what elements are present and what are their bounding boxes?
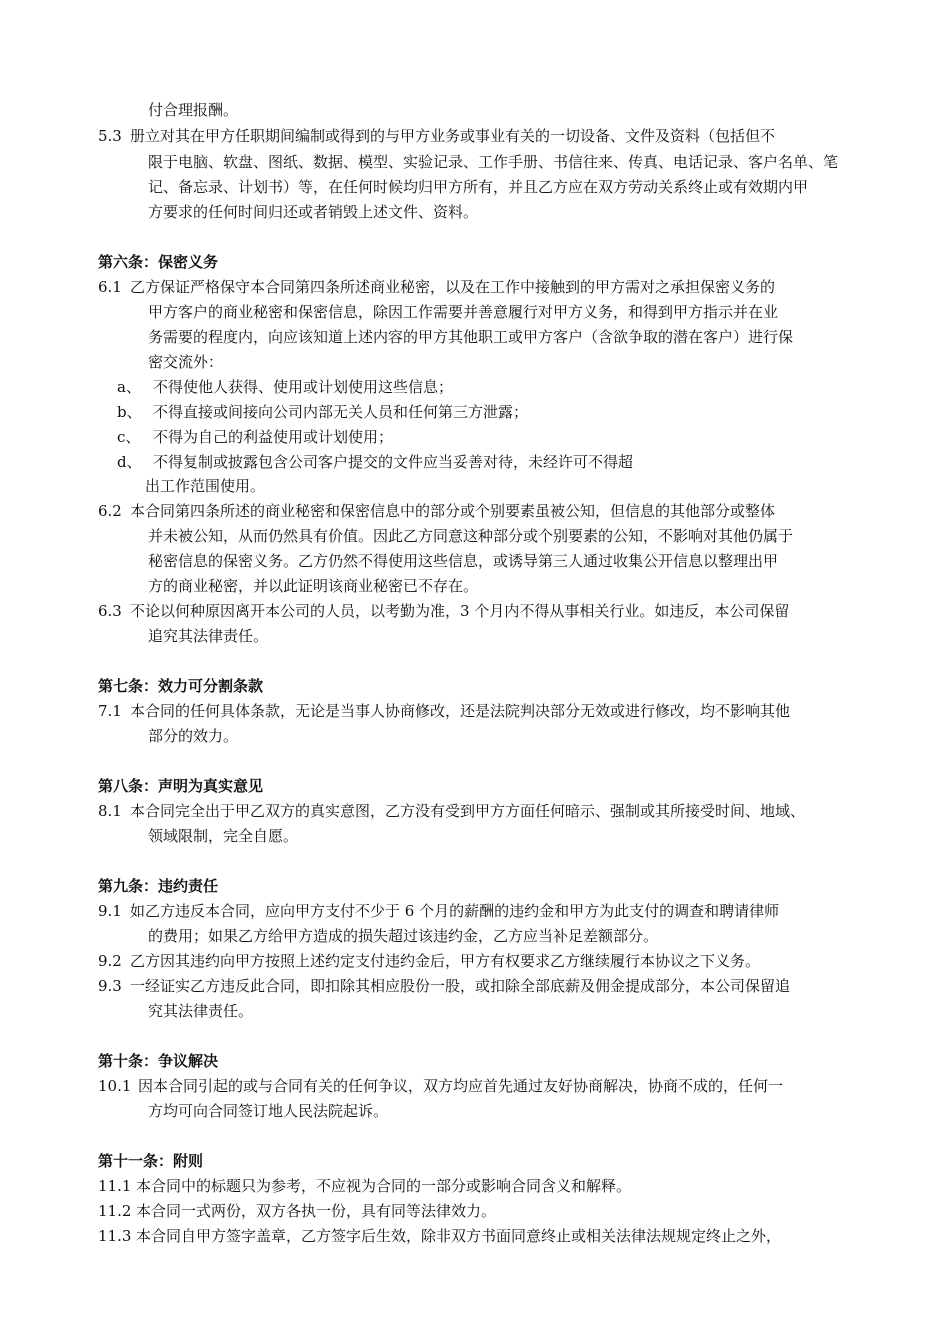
clause-number: 9.3 bbox=[98, 977, 122, 995]
clause-6-3 bbox=[98, 601, 789, 621]
section-10-heading: 第十条：争议解决 bbox=[98, 1052, 219, 1070]
clause-number: 11.1 bbox=[98, 1177, 132, 1195]
sub-item-b bbox=[117, 402, 528, 422]
sub-item-c bbox=[117, 427, 393, 447]
clause-number: 10.1 bbox=[98, 1077, 132, 1095]
clause-7-1 bbox=[98, 701, 790, 721]
clause-text: 乙方因其违约向甲方按照上述约定支付违约金后，甲方有权要求乙方继续履行本协议之下义务。 bbox=[130, 952, 761, 970]
clause-6-1-line-2: 甲方客户的商业秘密和保密信息，除因工作需要并善意履行对甲方义务，和得到甲方指示并在业 bbox=[148, 303, 779, 321]
clause-text: 一经证实乙方违反此合同，即扣除其相应股份一股，或扣除全部底薪及佣金提成部分，本公司保留追 bbox=[130, 977, 791, 995]
section-9-heading: 第九条：违约责任 bbox=[98, 877, 219, 895]
clause-text: 如乙方违反本合同，应向甲方支付不少于 6 个月的薪酬的违约金和甲方为此支付的调查和聘请律师 bbox=[130, 902, 780, 920]
sub-item-text: 不得直接或间接向公司内部无关人员和任何第三方泄露； bbox=[153, 403, 529, 421]
clause-text: 本合同中的标题只为参考，不应视为合同的一部分或影响合同含义和解释。 bbox=[136, 1177, 632, 1195]
sub-item-label: b、 bbox=[117, 403, 142, 421]
section-11-heading: 第十一条：附则 bbox=[98, 1152, 204, 1170]
clause-6-2-line-4: 方的商业秘密，并以此证明该商业秘密已不存在。 bbox=[148, 577, 479, 595]
clause-6-1 bbox=[98, 277, 775, 297]
clause-9-2 bbox=[98, 951, 760, 971]
clause-text: 乙方保证严格保守本合同第四条所述商业秘密，以及在工作中接触到的甲方需对之承担保密义务的 bbox=[130, 278, 776, 296]
clause-9-1-line-2: 的费用；如果乙方给甲方造成的损失超过该违约金，乙方应当补足差额部分。 bbox=[148, 927, 659, 945]
clause-text: 册立对其在甲方任职期间编制或得到的与甲方业务或事业有关的一切设备、文件及资料（包括但不 bbox=[130, 127, 776, 145]
clause-10-1-line-2: 方均可向合同签订地人民法院起诉。 bbox=[148, 1102, 389, 1120]
clause-6-2 bbox=[98, 501, 775, 521]
clause-8-1-line-2: 领域限制，完全自愿。 bbox=[148, 827, 299, 845]
clause-number: 9.2 bbox=[98, 952, 122, 970]
clause-text: 本合同一式两份，双方各执一份，具有同等法律效力。 bbox=[136, 1202, 497, 1220]
clause-5-3 bbox=[98, 126, 775, 146]
sub-item-label: a、 bbox=[117, 378, 141, 396]
clause-number: 8.1 bbox=[98, 802, 122, 820]
clause-text: 本合同第四条所述的商业秘密和保密信息中的部分或个别要素虽被公知，但信息的其他部分或整体 bbox=[130, 502, 776, 520]
clause-5-2-continuation: 付合理报酬。 bbox=[148, 101, 239, 119]
clause-text: 本合同的任何具体条款，无论是当事人协商修改，还是法院判决部分无效或进行修改，均不影响其他 bbox=[130, 702, 791, 720]
clause-9-3-line-2: 究其法律责任。 bbox=[148, 1002, 254, 1020]
clause-5-3-line-2: 限于电脑、软盘、图纸、数据、模型、实验记录、工作手册、书信往来、传真、电话记录、客户名单、笔 bbox=[148, 153, 839, 171]
sub-item-text: 不得使他人获得、使用或计划使用这些信息； bbox=[153, 378, 454, 396]
sub-item-label: c、 bbox=[117, 428, 141, 446]
sub-item-d bbox=[117, 452, 633, 472]
sub-item-d-continuation: 出工作范围使用。 bbox=[145, 477, 266, 495]
clause-9-1 bbox=[98, 901, 779, 921]
clause-9-3 bbox=[98, 976, 790, 996]
clause-number: 6.3 bbox=[98, 602, 122, 620]
clause-text: 不论以何种原因离开本公司的人员，以考勤为准，3 个月内不得从事相关行业。如违反，本公司保留 bbox=[130, 602, 790, 620]
clause-text: 本合同完全出于甲乙双方的真实意图，乙方没有受到甲方方面任何暗示、强制或其所接受时间、地域、 bbox=[130, 802, 806, 820]
clause-11-1 bbox=[98, 1176, 631, 1196]
clause-5-3-line-4: 方要求的任何时间归还或者销毁上述文件、资料。 bbox=[148, 203, 479, 221]
sub-item-label: d、 bbox=[117, 453, 142, 471]
clause-number: 11.3 bbox=[98, 1227, 132, 1245]
clause-number: 6.2 bbox=[98, 502, 122, 520]
clause-11-2 bbox=[98, 1201, 496, 1221]
clause-number: 6.1 bbox=[98, 278, 122, 296]
clause-text: 本合同自甲方签字盖章，乙方签字后生效，除非双方书面同意终止或相关法律法规规定终止之外， bbox=[136, 1227, 782, 1245]
clause-number: 7.1 bbox=[98, 702, 122, 720]
clause-6-2-line-3: 秘密信息的保密义务。乙方仍然不得使用这些信息，或诱导第三人通过收集公开信息以整理出甲 bbox=[148, 552, 779, 570]
clause-10-1 bbox=[98, 1076, 783, 1096]
section-8-heading: 第八条：声明为真实意见 bbox=[98, 777, 264, 795]
clause-6-1-line-4: 密交流外： bbox=[148, 353, 224, 371]
sub-item-a bbox=[117, 377, 453, 397]
clause-6-3-line-2: 追究其法律责任。 bbox=[148, 627, 269, 645]
clause-text: 因本合同引起的或与合同有关的任何争议，双方均应首先通过友好协商解决，协商不成的，任何一 bbox=[138, 1077, 784, 1095]
clause-11-3 bbox=[98, 1226, 781, 1246]
clause-8-1 bbox=[98, 801, 805, 821]
clause-number: 11.2 bbox=[98, 1202, 132, 1220]
sub-item-text: 不得复制或披露包含公司客户提交的文件应当妥善对待，未经许可不得超 bbox=[153, 453, 634, 471]
clause-6-1-line-3: 务需要的程度内，向应该知道上述内容的甲方其他职工或甲方客户（含欲争取的潜在客户）进行保 bbox=[148, 328, 794, 346]
section-6-heading: 第六条：保密义务 bbox=[98, 253, 219, 271]
clause-number: 9.1 bbox=[98, 902, 122, 920]
sub-item-text: 不得为自己的利益使用或计划使用； bbox=[153, 428, 394, 446]
clause-5-3-line-3: 记、备忘录、计划书）等，在任何时候均归甲方所有，并且乙方应在双方劳动关系终止或有效期内甲 bbox=[148, 178, 809, 196]
clause-7-1-line-2: 部分的效力。 bbox=[148, 727, 239, 745]
clause-number: 5.3 bbox=[98, 127, 122, 145]
section-7-heading: 第七条：效力可分割条款 bbox=[98, 677, 264, 695]
clause-6-2-line-2: 并未被公知，从而仍然具有价值。因此乙方同意这种部分或个别要素的公知，不影响对其他仍属于 bbox=[148, 527, 794, 545]
